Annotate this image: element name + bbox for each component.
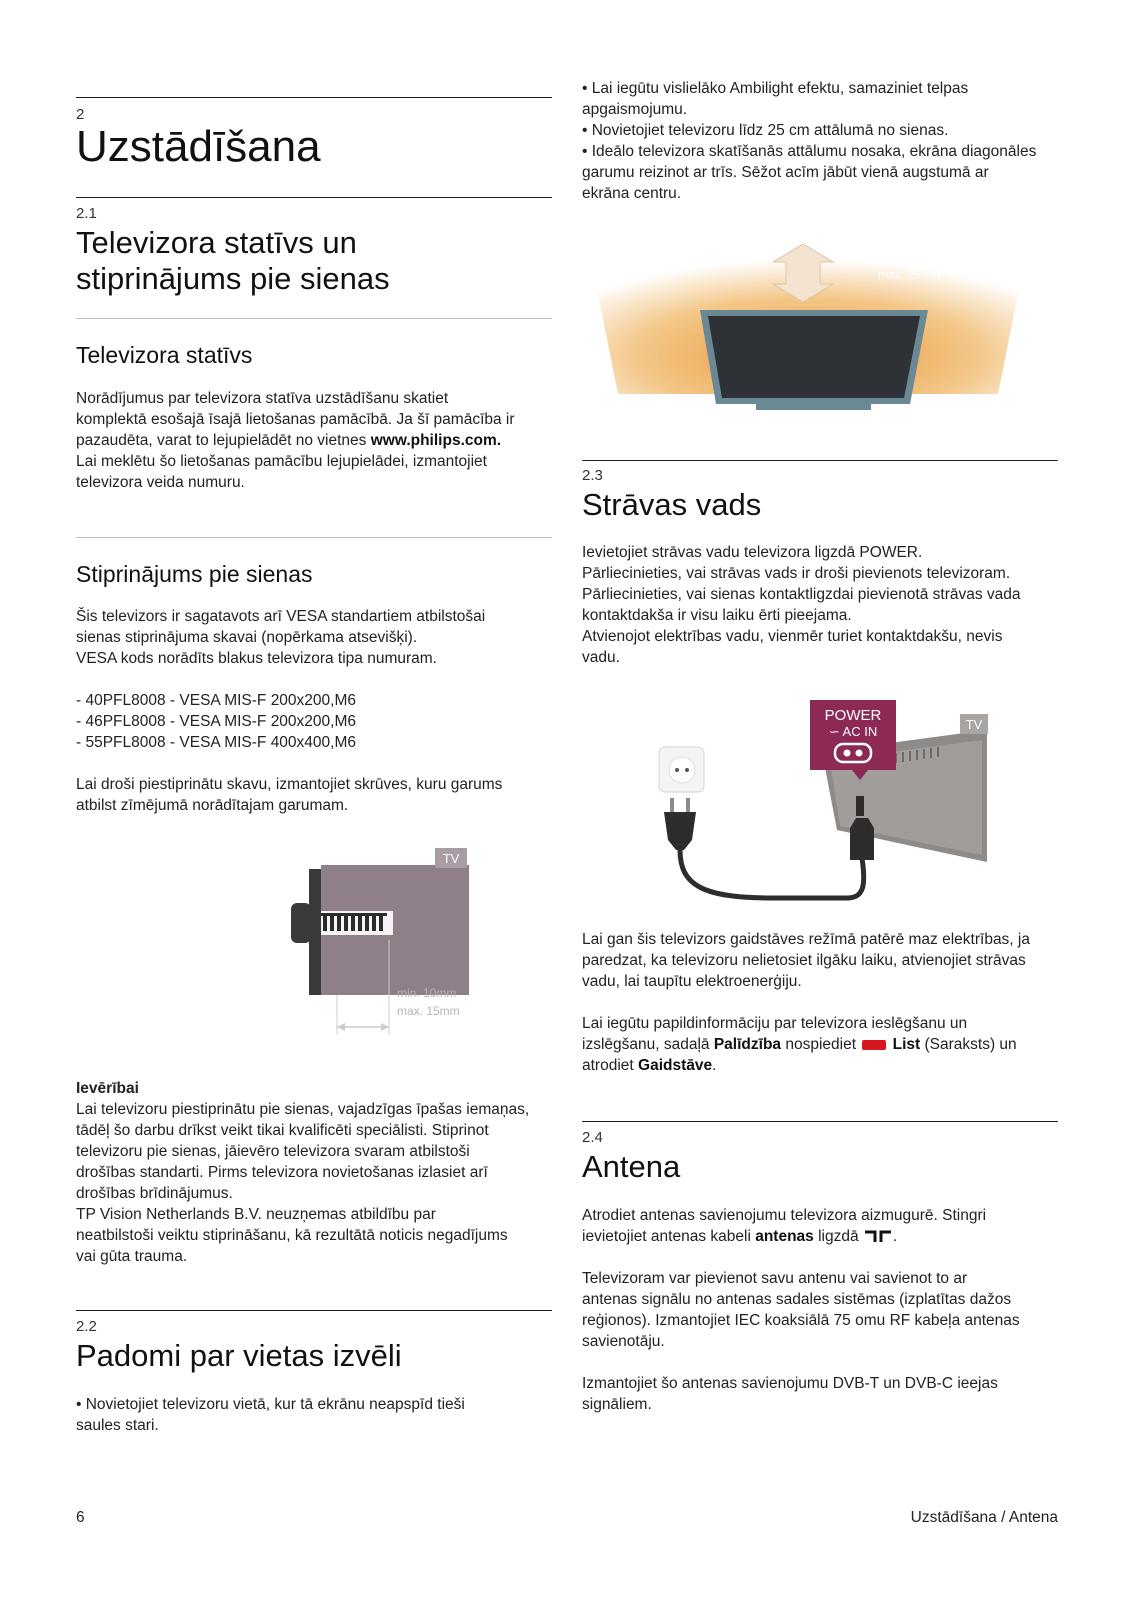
list-key-label: List [892,1036,921,1053]
subsection-heading: Stiprinājums pie sienas [76,561,313,587]
standby-paragraph: Lai gan šis televizors gaidstāves režīmā patērē maz elektrības, ja paredzat, ka televizoru nelietosiet ilgāku laiku, atvienojiet strāvas vadu, lai taupītu elektroenerģiju. [582,931,1030,990]
subsection-rule [76,537,552,538]
wallmount-paragraph: Šis televizors ir sagatavots arī VESA standartiem atbilstošai sienas stiprinājuma skavai (nopērkama atsevišķi). VESA kods norādīts blakus televizora tipa numuram. [76,608,486,667]
tv-label: TV [965,717,983,732]
section-rule [76,97,552,98]
placement-paragraph: • Novietojiet televizoru vietā, kur tā ekrānu neapspīd tieši saules stari. [76,1396,465,1434]
tv-stand [756,404,871,410]
screw-paragraph: Lai droši piestiprinātu skavu, izmantojiet skrūves, kuru garums atbilst zīmējumā norādītajam garumam. [76,776,503,814]
red-key-icon [862,1040,886,1050]
section-number: 2.4 [582,1129,603,1146]
section-rule [76,197,552,198]
power-cord [680,850,864,898]
section-rule [582,1121,1058,1122]
tv-label: TV [442,851,460,866]
power-cord-paragraph: Ievietojiet strāvas vadu televizora ligzdā POWER. Pārliecinieties, vai strāvas vads ir droši pievienots televizoram. Pārliecinieties, vai sienas kontaktligzdai pievienotā strāvas vada kontaktdakša ir visu laiku ērti pieejama. Atvienojot elektrības vadu, vienmēr turiet kontaktdakšu, nevis vadu. [582,544,1021,666]
antenna-paragraph-3: Izmantojiet šo antenas savienojumu DVB-T un DVB-C ieejas signāliem. [582,1375,998,1413]
standby-link[interactable]: Gaidstāve [638,1057,713,1074]
help-link[interactable]: Palīdzība [713,1036,782,1053]
ambilight-distance-diagram [588,244,1028,424]
wall-mount-screw-diagram [211,845,481,1060]
page-number: 6 [76,1509,85,1526]
list-item: - 46PFL8008 - VESA MIS-F 200x200,M6 [76,713,356,730]
power-connection-diagram [642,700,1002,915]
ac-in-label: ∽ AC IN [828,724,878,739]
antenna-socket-icon [863,1230,893,1244]
section-title: Strāvas vads [582,487,762,522]
info-paragraph: Lai iegūtu papildinformāciju par televizora ieslēgšanu un izslēgšanu, sadaļā Palīdzība nospiediet List (Saraksts) un atrodiet Gaidstāve. [582,1015,1017,1074]
footer-breadcrumb: Uzstādīšana / Antena [910,1509,1058,1526]
subsection-rule [76,318,552,319]
plug-icon [664,798,696,850]
vesa-model-list [76,690,552,753]
section-number: 2 [76,106,85,123]
page-title: Uzstādīšana [76,122,321,171]
distance-label: max. 25 cm [878,268,941,282]
section-title: Antena [582,1149,681,1184]
caution-heading: Ievērībai [76,1080,139,1097]
iec-plug-icon [850,818,874,860]
section-number: 2.1 [76,205,97,222]
tv-screen [708,316,920,398]
philips-url-link[interactable]: www.philips.com. [370,432,502,449]
section-rule [76,1310,552,1311]
list-item: - 55PFL8008 - VESA MIS-F 400x400,M6 [76,734,356,751]
section-rule [582,460,1058,461]
caution-block: Ievērībai Lai televizoru piestiprinātu pie sienas, vajadzīgas īpašas iemaņas, tādēļ šo darbu drīkst veikt tikai kvalificēti speciālisti. Stiprinot televizoru pie sienas, jāievēro televizora svaram atbilstoši drošības standarti. Pirms televizora novietošanas izlasiet arī drošības brīdinājumus. TP Vision Netherlands B.V. neuzņemas atbildību par neatbilstoši veiktu stiprināšanu, kā rezultātā noticis negadījums vai gūta trauma. [76,1078,552,1267]
subsection-heading: Televizora statīvs [76,342,253,368]
section-title: Televizora statīvs un stiprinājums pie sienas [76,225,390,296]
section-number: 2.2 [76,1318,97,1335]
stand-paragraph: Norādījumus par televizora statīva uzstādīšanu skatiet komplektā esošajā īsajā lietošanas pamācībā. Ja šī pamācība ir pazaudēta, varat to lejupielādēt no vietnes www.philips.com. Lai meklētu šo lietošanas pamācību lejupielādei, izmantojiet televizora veida numuru. [76,390,515,491]
max-length-label: max. 15mm [397,1004,460,1018]
screw-head [291,903,311,943]
power-label: POWER [824,707,882,724]
antenna-paragraph: Atrodiet antenas savienojumu televizora aizmugurē. Stingri ievietojiet antenas kabeli antenas ligzdā . [582,1207,987,1245]
antenna-paragraph-2: Televizoram var pievienot savu antenu vai savienot to ar antenas signālu no antenas sadales sistēmas (izplatītas dažos reģionos). Izmantojiet IEC koaksiālā 75 omu RF kabeļa antenas savienotāju. [582,1270,1020,1350]
placement-tips: • Lai iegūtu vislielāko Ambilight efektu, samaziniet telpas apgaismojumu. • Novietojiet televizoru līdz 25 cm attālumā no sienas. • Ideālo televizora skatīšanās attālumu nosaka, ekrāna diagonāles garumu reizinot ar trīs. Sēžot acīm jābūt vienā augstumā ar ekrāna centru. [582,80,1037,202]
section-number: 2.3 [582,467,603,484]
section-title: Padomi par vietas izvēli [76,1338,402,1373]
list-item: - 40PFL8008 - VESA MIS-F 200x200,M6 [76,692,356,709]
min-length-label: min. 10mm [397,986,457,1000]
